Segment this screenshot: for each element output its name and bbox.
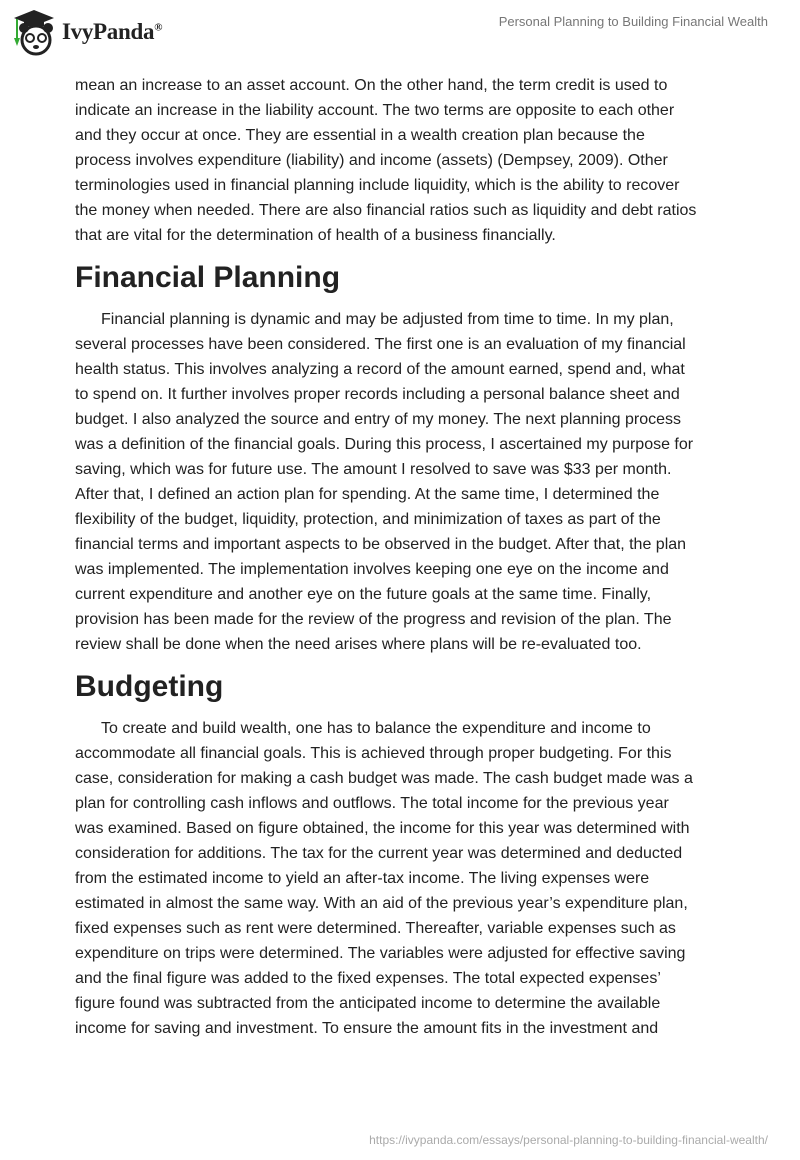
text-line: expenditure on trips were determined. The variables were adjusted for effective saving bbox=[75, 945, 686, 962]
text-line: saving, which was for future use. The amount I resolved to save was $33 per month. bbox=[75, 461, 672, 478]
text-line: fixed expenses such as rent were determined. Thereafter, variable expenses such as bbox=[75, 920, 676, 937]
text-line: budget. I also analyzed the source and entry of my money. The next planning process bbox=[75, 411, 681, 428]
text-line: flexibility of the budget, liquidity, protection, and minimization of taxes as part of the bbox=[75, 511, 661, 528]
text-line: that are vital for the determination of health of a business financially. bbox=[75, 227, 556, 244]
paragraph bbox=[75, 73, 735, 248]
source-url[interactable]: https://ivypanda.com/essays/personal-planning-to-building-financial-wealth/ bbox=[369, 1133, 768, 1147]
text-line: to spend on. It further involves proper records including a personal balance sheet and bbox=[75, 386, 680, 403]
text-line: was examined. Based on figure obtained, the income for this year was determined with bbox=[75, 820, 690, 837]
paragraph bbox=[75, 307, 735, 657]
text-line: income for saving and investment. To ensure the amount fits in the investment and bbox=[75, 1020, 659, 1037]
text-line: figure found was subtracted from the anticipated income to determine the available bbox=[75, 995, 661, 1012]
text-line: and they occur at once. They are essential in a wealth creation plan because the bbox=[75, 127, 645, 144]
text-line: was a definition of the financial goals. During this process, I ascertained my purpose for bbox=[75, 436, 694, 453]
text-line: process involves expenditure (liability) and income (assets) (Dempsey, 2009). Other bbox=[75, 152, 668, 169]
text-line: health status. This involves analyzing a record of the amount earned, spend and, what bbox=[75, 361, 685, 378]
text-line: terminologies used in financial planning include liquidity, which is the ability to recover bbox=[75, 177, 680, 194]
text-line: Financial planning is dynamic and may be adjusted from time to time. In my plan, bbox=[101, 311, 674, 328]
text-line: consideration for additions. The tax for the current year was determined and deducted bbox=[75, 845, 683, 862]
text-line: plan for controlling cash inflows and outflows. The total income for the previous year bbox=[75, 795, 669, 812]
paragraph bbox=[75, 716, 735, 1041]
text-line: provision has been made for the review of the progress and revision of the plan. The bbox=[75, 611, 672, 628]
text-line: case, consideration for making a cash budget was made. The cash budget made was a bbox=[75, 770, 693, 787]
section-heading: Financial Planning bbox=[75, 261, 341, 294]
text-line: and the final figure was added to the fixed expenses. The total expected expenses’ bbox=[75, 970, 661, 987]
text-line: the money when needed. There are also financial ratios such as liquidity and debt ratios bbox=[75, 202, 697, 219]
text-line: review shall be done when the need arises where plans will be re-evaluated too. bbox=[75, 636, 642, 653]
panda-logo-icon bbox=[12, 8, 56, 56]
text-line: indicate an increase in the liability account. The two terms are opposite to each other bbox=[75, 102, 675, 119]
logo-text: IvyPanda® bbox=[62, 19, 163, 44]
text-line: accommodate all financial goals. This is achieved through proper budgeting. For this bbox=[75, 745, 672, 762]
text-line: mean an increase to an asset account. On the other hand, the term credit is used to bbox=[75, 77, 668, 94]
text-line: After that, I defined an action plan for spending. At the same time, I determined the bbox=[75, 486, 660, 503]
text-line: was implemented. The implementation involves keeping one eye on the income and bbox=[75, 561, 669, 578]
ivypanda-logo[interactable] bbox=[12, 8, 162, 56]
text-line: several processes have been considered. The first one is an evaluation of my financial bbox=[75, 336, 686, 353]
text-line: current expenditure and another eye on the future goals at the same time. Finally, bbox=[75, 586, 652, 603]
text-line: To create and build wealth, one has to balance the expenditure and income to bbox=[101, 720, 651, 737]
section-heading: Budgeting bbox=[75, 670, 224, 703]
essay-body bbox=[75, 73, 735, 1041]
text-line: financial terms and important aspects to be observed in the budget. After that, the plan bbox=[75, 536, 687, 553]
text-line: from the estimated income to yield an after-tax income. The living expenses were bbox=[75, 870, 650, 887]
text-line: estimated in almost the same way. With an aid of the previous year’s expenditure plan, bbox=[75, 895, 688, 912]
document-title: Personal Planning to Building Financial Wealth bbox=[498, 14, 768, 29]
